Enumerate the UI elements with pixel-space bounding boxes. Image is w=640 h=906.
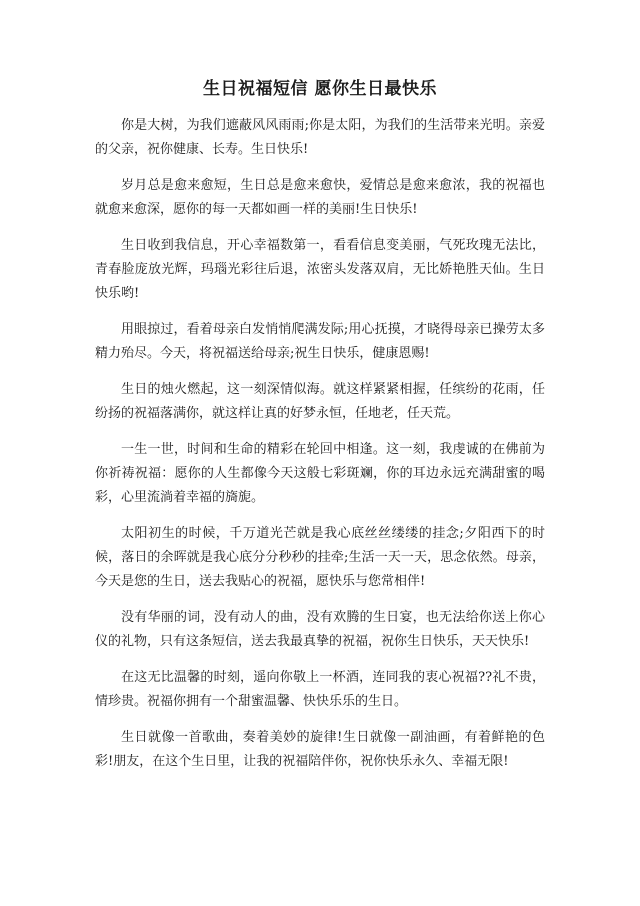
paragraph-8: 没有华丽的词，没有动人的曲，没有欢腾的生日宴，也无法给你送上你心仪的礼物，只有这条短信，送去我最真挚的祝福，祝你生日快乐，天天快乐! bbox=[95, 610, 545, 649]
paragraph-2: 岁月总是愈来愈短，生日总是愈来愈快，爱情总是愈来愈浓，我的祝福也就愈来愈深，愿你的每一天都如画一样的美丽!生日快乐! bbox=[95, 178, 545, 217]
document-page bbox=[95, 78, 545, 786]
paragraph-3: 生日收到我信息，开心幸福数第一，看看信息变美丽，气死玫瑰无法比，青春脸庞放光辉，玛瑙光彩往后退，浓密头发落双肩，无比娇艳胜天仙。生日快乐哟! bbox=[95, 238, 545, 301]
paragraph-7: 太阳初生的时候，千万道光芒就是我心底丝丝缕缕的挂念;夕阳西下的时候，落日的余晖就是我心底分分秒秒的挂牵;生活一天一天，思念依然。母亲，今天是您的生日，送去我贴心的祝福，愿快乐与您常相伴! bbox=[95, 526, 545, 589]
paragraph-10: 生日就像一首歌曲，奏着美妙的旋律!生日就像一副油画，有着鲜艳的色彩!朋友，在这个生日里，让我的祝福陪伴你，祝你快乐永久、幸福无限! bbox=[95, 730, 545, 769]
paragraph-1: 你是大树，为我们遮蔽风风雨雨;你是太阳，为我们的生活带来光明。亲爱的父亲，祝你健康、长寿。生日快乐! bbox=[95, 118, 545, 157]
paragraph-5: 生日的烛火燃起，这一刻深情似海。就这样紧紧相握，任缤纷的花雨，任纷扬的祝福落满你，就这样让真的好梦永恒，任地老，任天荒。 bbox=[95, 382, 545, 421]
paragraph-9: 在这无比温馨的时刻，遥向你敬上一杯酒，连同我的衷心祝福??礼不贵，情珍贵。祝福你拥有一个甜蜜温馨、快快乐乐的生日。 bbox=[95, 670, 545, 709]
paragraph-4: 用眼掠过，看着母亲白发悄悄爬满发际;用心抚摸，才晓得母亲已操劳太多精力殆尽。今天，将祝福送给母亲;祝生日快乐，健康恩赐! bbox=[95, 322, 545, 361]
document-title: 生日祝福短信 愿你生日最快乐 bbox=[203, 79, 437, 99]
paragraph-6: 一生一世，时间和生命的精彩在轮回中相逢。这一刻，我虔诚的在佛前为你祈祷祝福：愿你的人生都像今天这般七彩斑斓，你的耳边永远充满甜蜜的喝彩，心里流淌着幸福的旖旎。 bbox=[95, 442, 545, 505]
